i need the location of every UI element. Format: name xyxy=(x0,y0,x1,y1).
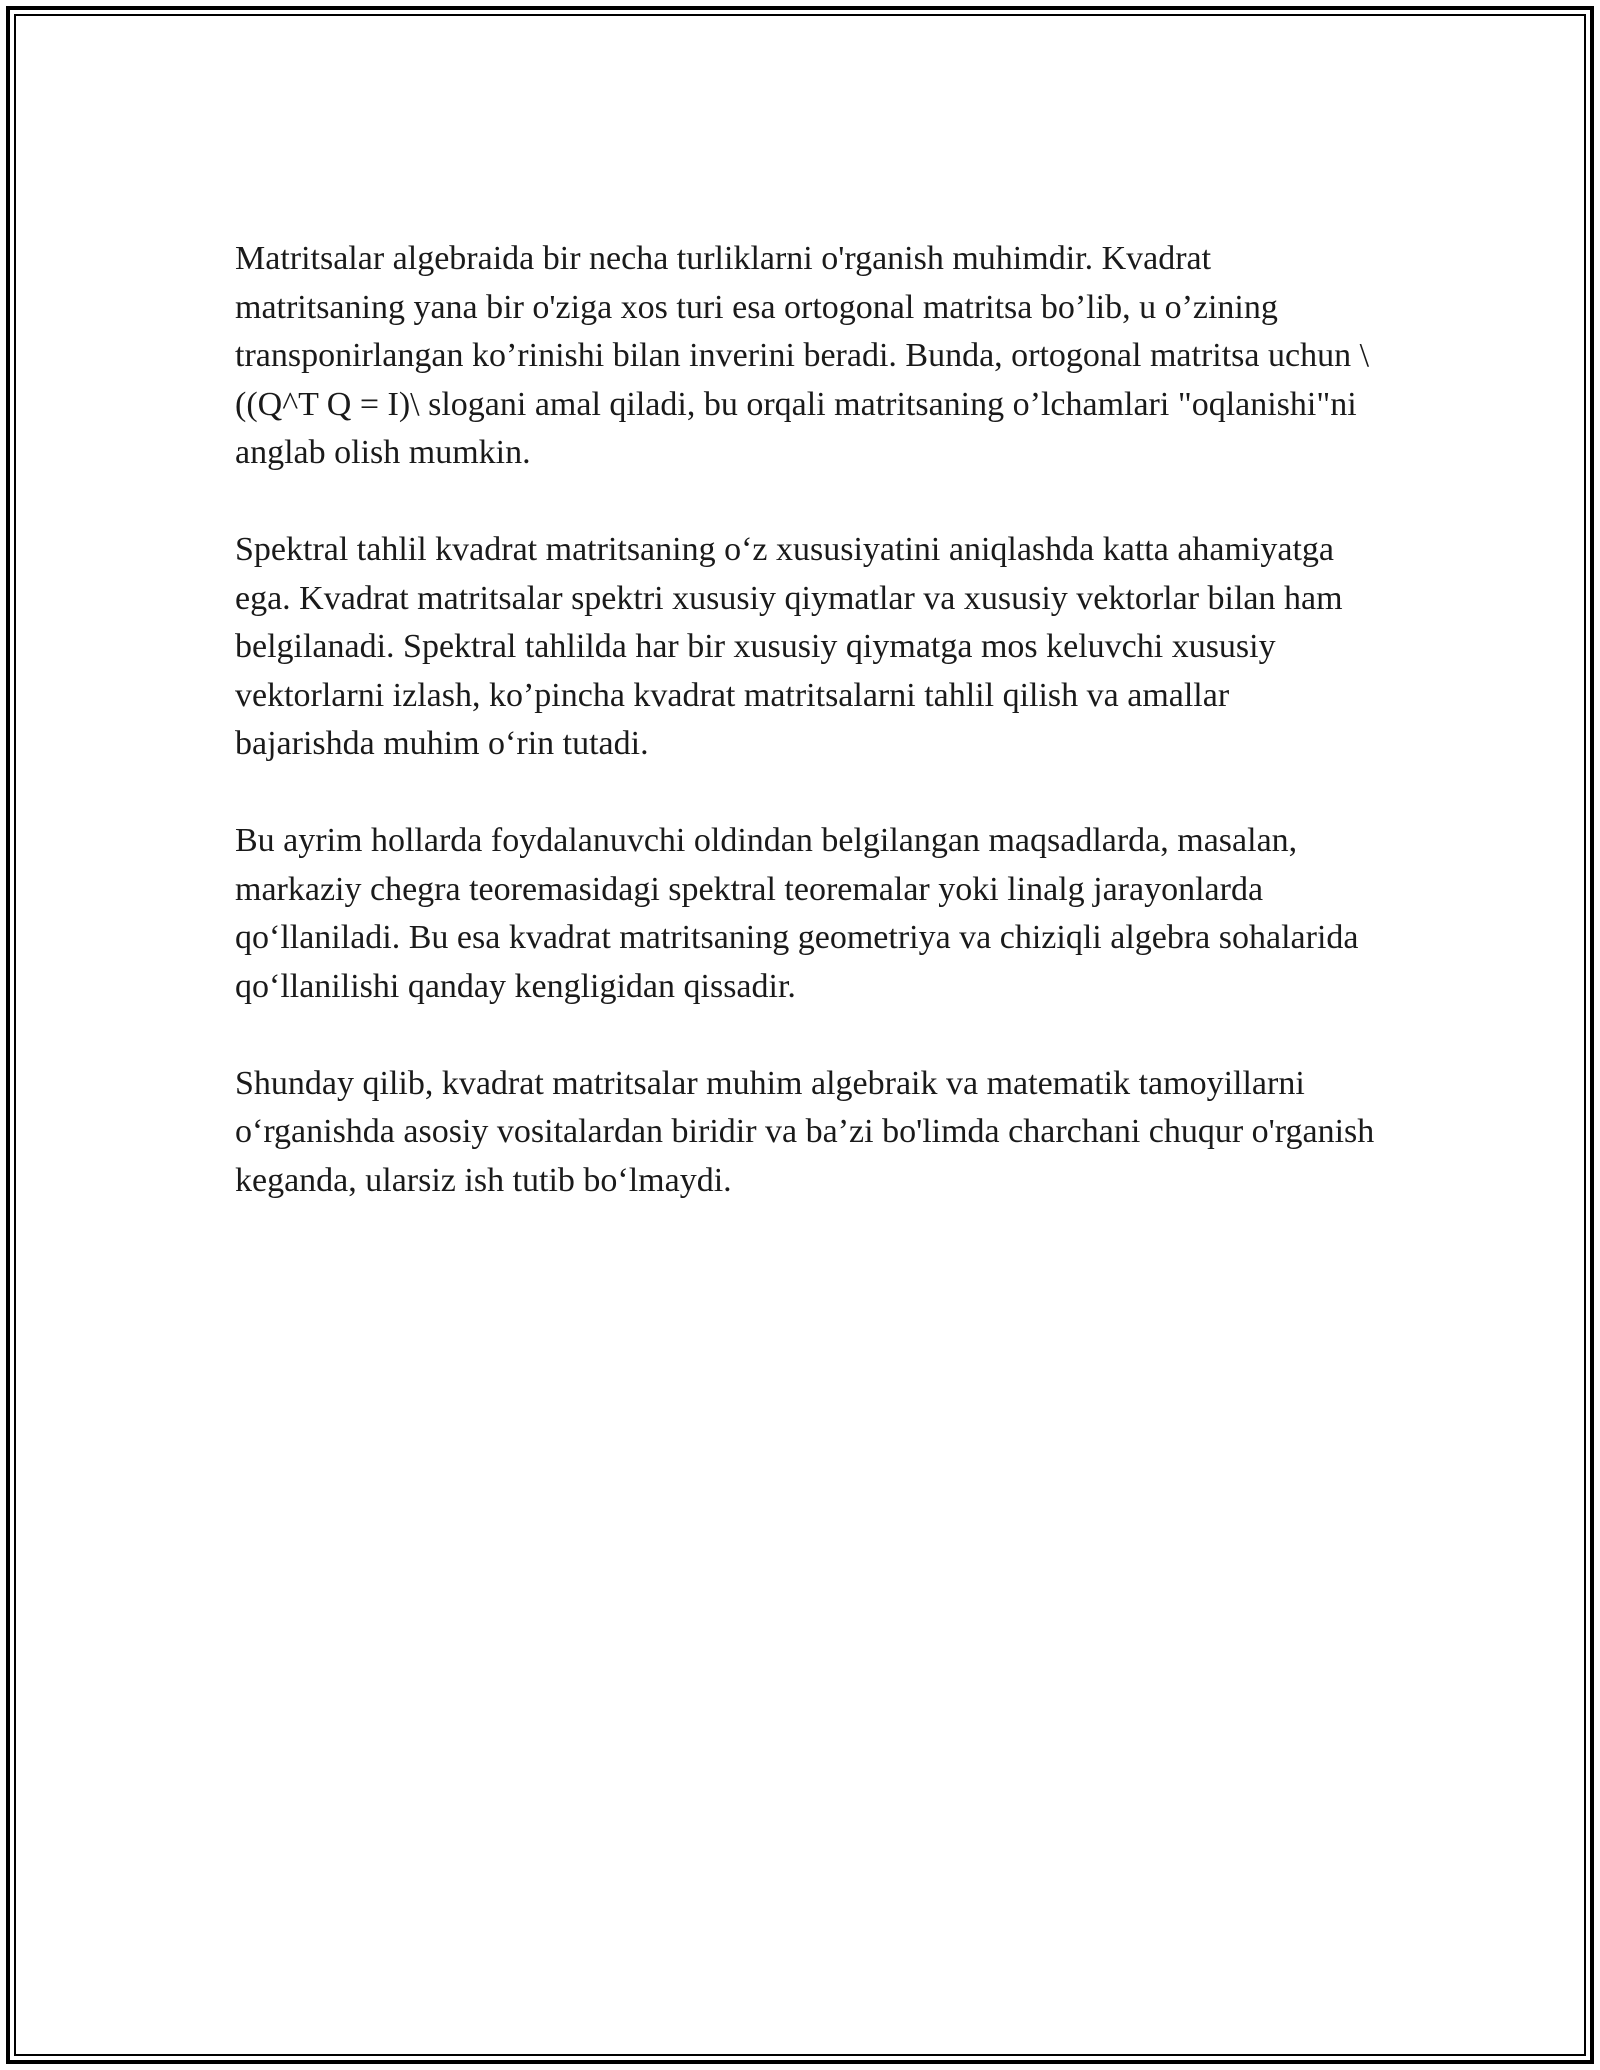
document-body xyxy=(235,235,1375,1254)
paragraph-conclusion: Shunday qilib, kvadrat matritsalar muhim algebraik va matematik tamoyillarni o‘rganishda asosiy vositalardan biridir va ba’zi bo'limda charchani chuqur o'rganish keganda, ularsiz ish tutib bo‘lmaydi. xyxy=(235,1064,1375,1199)
paragraph-applications: Bu ayrim hollarda foydalanuvchi oldindan belgilangan maqsadlarda, masalan, markaziy chegra teoremasidagi spektral teoremalar yoki linalg jarayonlarda qo‘llaniladi. Bu esa kvadrat matritsaning geometriya va chiziqli algebra sohalarida qo‘llanilishi qanday kengligidan qissadir. xyxy=(235,822,1359,1005)
paragraph-orthogonal-matrix: Matritsalar algebraida bir necha turliklarni o'rganish muhimdir. Kvadrat matritsaning yana bir o'ziga xos turi esa ortogonal matritsa bo’lib, u o’zining transponirlangan ko’rinishi bilan inverini beradi. Bunda, ortogonal matritsa uchun \((Q^T Q = I)\ slogani amal qiladi, bu orqali matritsaning o’lchamlari "oqlanishi"ni anglab olish mumkin. xyxy=(235,240,1370,471)
paragraph-spectral-analysis: Spektral tahlil kvadrat matritsaning o‘z xususiyatini aniqlashda katta ahamiyatga ega. Kvadrat matritsalar spektri xususiy qiymatlar va xususiy vektorlar bilan ham belgilanadi. Spektral tahlilda har bir xususiy qiymatga mos keluvchi xususiy vektorlarni izlash, ko’pincha kvadrat matritsalarni tahlil qilish va amallar bajarishda muhim o‘rin tutadi. xyxy=(235,531,1343,762)
